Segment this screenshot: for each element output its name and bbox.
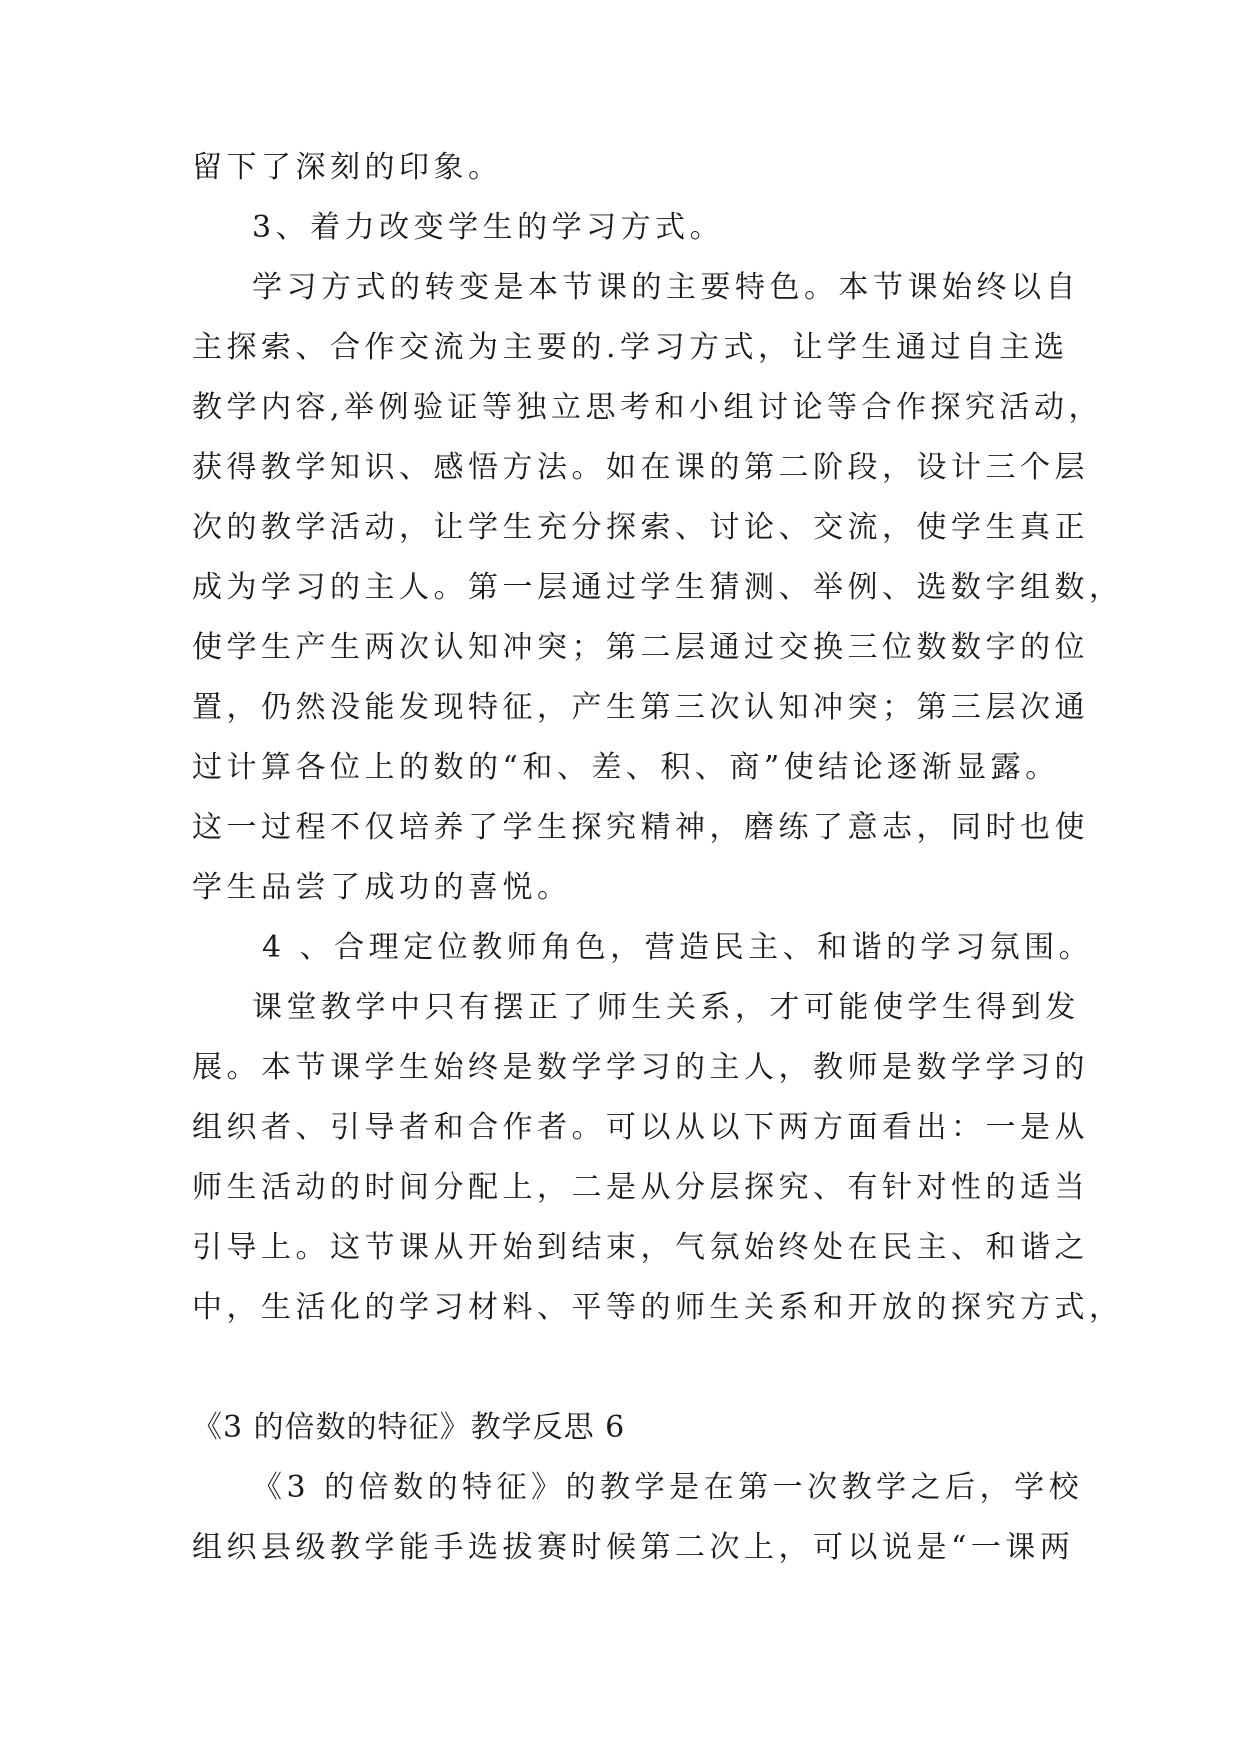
text-line: 教学内容,举例验证等独立思考和小组讨论等合作探究活动， [192, 390, 1104, 425]
text-line: 成为学习的主人。第一层通过学生猜测、举例、选数字组数， [192, 570, 1124, 605]
text-line: 使学生产生两次认知冲突；第二层通过交换三位数数字的位 [192, 630, 1089, 665]
text-line: 师生活动的时间分配上，二是从分层探究、有针对性的适当 [192, 1170, 1089, 1205]
text-line: 留下了深刻的印象。 [192, 150, 503, 185]
text-line: 《3 的倍数的特征》的教学是在第一次教学之后，学校 [252, 1470, 1084, 1505]
text-line: 获得教学知识、感悟方法。如在课的第二阶段，设计三个层 [192, 450, 1089, 485]
section-heading: 3、着力改变学生的学习方式。 [252, 210, 725, 245]
text-line: 组织县级教学能手选拔赛时候第二次上，可以说是“一课两 [192, 1530, 1075, 1565]
text-line: 学生品尝了成功的喜悦。 [192, 870, 572, 905]
text-line: 过计算各位上的数的“和、差、积、商”使结论逐渐显露。 [192, 750, 1060, 785]
text-line: 这一过程不仅培养了学生探究精神，磨练了意志，同时也使 [192, 810, 1089, 845]
text-line: 学习方式的转变是本节课的主要特色。本节课始终以自 [252, 270, 1080, 305]
text-line: 课堂教学中只有摆正了师生关系，才可能使学生得到发 [252, 990, 1080, 1025]
text-line: 主探索、合作交流为主要的.学习方式，让学生通过自主选 [192, 330, 1069, 365]
section-heading: 4 、合理定位教师角色，营造民主、和谐的学习氛围。 [262, 930, 1094, 965]
text-line: 中，生活化的学习材料、平等的师生关系和开放的探究方式， [192, 1290, 1124, 1325]
text-line: 次的教学活动，让学生充分探索、讨论、交流，使学生真正 [192, 510, 1089, 545]
text-line: 展。本节课学生始终是数学学习的主人，教师是数学学习的 [192, 1050, 1089, 1085]
text-line: 引导上。这节课从开始到结束，气氛始终处在民主、和谐之 [192, 1230, 1089, 1265]
article-title: 《3 的倍数的特征》教学反思 6 [192, 1410, 626, 1445]
text-line: 置，仍然没能发现特征，产生第三次认知冲突；第三层次通 [192, 690, 1089, 725]
text-line: 组织者、引导者和合作者。可以从以下两方面看出：一是从 [192, 1110, 1089, 1145]
